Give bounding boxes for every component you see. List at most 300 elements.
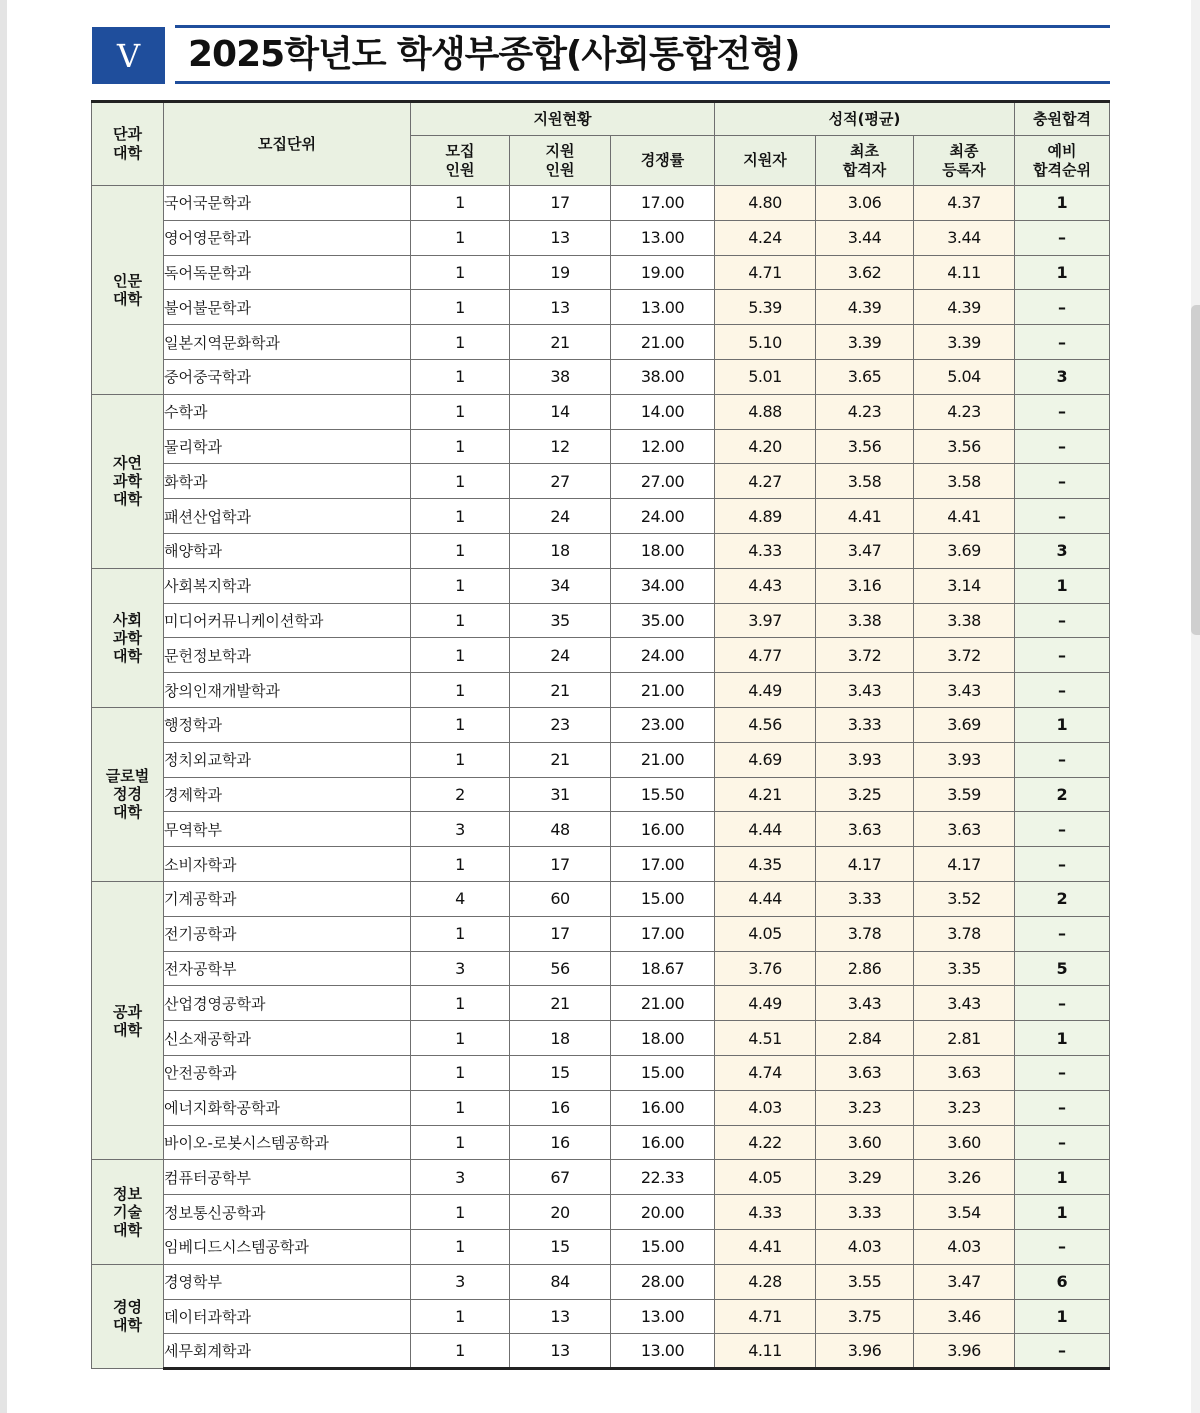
applicant-avg: 4.51 xyxy=(715,1021,816,1056)
first-pass-avg: 3.39 xyxy=(816,325,914,360)
table-row xyxy=(92,951,1110,986)
waitlist-rank: 6 xyxy=(1015,1264,1110,1299)
competition-rate: 15.50 xyxy=(611,777,715,812)
page-title: 2025학년도 학생부종합(사회통합전형) xyxy=(188,34,800,75)
recruit-count: 1 xyxy=(411,986,510,1021)
competition-rate: 20.00 xyxy=(611,1195,715,1230)
applicant-count: 18 xyxy=(510,533,611,568)
table-row xyxy=(92,325,1110,360)
first-pass-avg: 3.25 xyxy=(816,777,914,812)
recruit-count: 1 xyxy=(411,603,510,638)
final-reg-avg: 3.72 xyxy=(914,638,1015,673)
waitlist-rank: – xyxy=(1015,220,1110,255)
recruit-count: 1 xyxy=(411,847,510,882)
competition-rate: 19.00 xyxy=(611,255,715,290)
applicant-avg: 4.41 xyxy=(715,1229,816,1264)
dept-name: 세무회계학과 xyxy=(164,1334,411,1369)
applicant-avg: 4.28 xyxy=(715,1264,816,1299)
applicant-count: 21 xyxy=(510,742,611,777)
competition-rate: 34.00 xyxy=(611,568,715,603)
recruit-count: 3 xyxy=(411,812,510,847)
header-apply-status: 지원현황 xyxy=(411,102,715,136)
waitlist-rank: 2 xyxy=(1015,881,1110,916)
applicant-count: 13 xyxy=(510,1299,611,1334)
competition-rate: 16.00 xyxy=(611,1090,715,1125)
title-rule-top xyxy=(175,25,1110,28)
applicant-avg: 4.49 xyxy=(715,673,816,708)
applicant-avg: 4.33 xyxy=(715,1195,816,1230)
first-pass-avg: 3.29 xyxy=(816,1160,914,1195)
first-pass-avg: 3.06 xyxy=(816,186,914,221)
final-reg-avg: 3.96 xyxy=(914,1334,1015,1369)
section-badge: V xyxy=(92,27,165,84)
recruit-count: 1 xyxy=(411,429,510,464)
applicant-count: 19 xyxy=(510,255,611,290)
final-reg-avg: 3.69 xyxy=(914,533,1015,568)
table-row xyxy=(92,638,1110,673)
waitlist-rank: 1 xyxy=(1015,255,1110,290)
first-pass-avg: 3.78 xyxy=(816,916,914,951)
dept-name: 컴퓨터공학부 xyxy=(164,1160,411,1195)
waitlist-rank: 1 xyxy=(1015,1160,1110,1195)
table-row xyxy=(92,986,1110,1021)
recruit-count: 1 xyxy=(411,1299,510,1334)
first-pass-avg: 3.33 xyxy=(816,1195,914,1230)
recruit-count: 1 xyxy=(411,916,510,951)
dept-name: 패션산업학과 xyxy=(164,499,411,534)
competition-rate: 21.00 xyxy=(611,742,715,777)
first-pass-avg: 3.38 xyxy=(816,603,914,638)
dept-name: 미디어커뮤니케이션학과 xyxy=(164,603,411,638)
waitlist-rank: – xyxy=(1015,986,1110,1021)
first-pass-avg: 2.84 xyxy=(816,1021,914,1056)
recruit-count: 2 xyxy=(411,777,510,812)
competition-rate: 21.00 xyxy=(611,325,715,360)
first-pass-avg: 4.23 xyxy=(816,394,914,429)
recruit-count: 1 xyxy=(411,1055,510,1090)
dept-name: 기계공학과 xyxy=(164,881,411,916)
applicant-avg: 4.20 xyxy=(715,429,816,464)
waitlist-rank: – xyxy=(1015,499,1110,534)
applicant-count: 60 xyxy=(510,881,611,916)
header-college: 단과 대학 xyxy=(92,102,164,186)
first-pass-avg: 4.03 xyxy=(816,1229,914,1264)
waitlist-rank: 3 xyxy=(1015,359,1110,394)
header-applicants: 지원 인원 xyxy=(510,136,611,186)
first-pass-avg: 3.63 xyxy=(816,1055,914,1090)
header-final-reg: 최종 등록자 xyxy=(914,136,1015,186)
competition-rate: 21.00 xyxy=(611,986,715,1021)
waitlist-rank: 2 xyxy=(1015,777,1110,812)
final-reg-avg: 3.47 xyxy=(914,1264,1015,1299)
section-header xyxy=(92,25,1110,85)
competition-rate: 17.00 xyxy=(611,847,715,882)
first-pass-avg: 3.43 xyxy=(816,986,914,1021)
dept-name: 경영학부 xyxy=(164,1264,411,1299)
final-reg-avg: 3.52 xyxy=(914,881,1015,916)
applicant-count: 23 xyxy=(510,707,611,742)
applicant-avg: 4.49 xyxy=(715,986,816,1021)
final-reg-avg: 3.60 xyxy=(914,1125,1015,1160)
applicant-avg: 4.21 xyxy=(715,777,816,812)
first-pass-avg: 3.56 xyxy=(816,429,914,464)
applicant-avg: 4.27 xyxy=(715,464,816,499)
applicant-count: 17 xyxy=(510,847,611,882)
recruit-count: 3 xyxy=(411,951,510,986)
applicant-avg: 3.76 xyxy=(715,951,816,986)
recruit-count: 1 xyxy=(411,1021,510,1056)
applicant-count: 67 xyxy=(510,1160,611,1195)
first-pass-avg: 3.75 xyxy=(816,1299,914,1334)
applicant-count: 13 xyxy=(510,220,611,255)
first-pass-avg: 3.44 xyxy=(816,220,914,255)
college-name: 글로벌 정경 대학 xyxy=(92,707,164,881)
dept-name: 물리학과 xyxy=(164,429,411,464)
applicant-count: 15 xyxy=(510,1055,611,1090)
table-row xyxy=(92,673,1110,708)
waitlist-rank: 1 xyxy=(1015,1195,1110,1230)
final-reg-avg: 3.63 xyxy=(914,1055,1015,1090)
competition-rate: 18.67 xyxy=(611,951,715,986)
first-pass-avg: 3.47 xyxy=(816,533,914,568)
final-reg-avg: 4.41 xyxy=(914,499,1015,534)
final-reg-avg: 3.58 xyxy=(914,464,1015,499)
table-row xyxy=(92,1334,1110,1369)
dept-name: 정보통신공학과 xyxy=(164,1195,411,1230)
first-pass-avg: 3.93 xyxy=(816,742,914,777)
final-reg-avg: 3.56 xyxy=(914,429,1015,464)
applicant-avg: 4.33 xyxy=(715,533,816,568)
applicant-count: 17 xyxy=(510,186,611,221)
applicant-avg: 5.01 xyxy=(715,359,816,394)
competition-rate: 14.00 xyxy=(611,394,715,429)
college-name: 정보 기술 대학 xyxy=(92,1160,164,1264)
final-reg-avg: 3.46 xyxy=(914,1299,1015,1334)
recruit-count: 1 xyxy=(411,359,510,394)
recruit-count: 1 xyxy=(411,568,510,603)
dept-name: 독어독문학과 xyxy=(164,255,411,290)
dept-name: 데이터과학과 xyxy=(164,1299,411,1334)
waitlist-rank: 1 xyxy=(1015,1299,1110,1334)
final-reg-avg: 3.93 xyxy=(914,742,1015,777)
final-reg-avg: 3.54 xyxy=(914,1195,1015,1230)
first-pass-avg: 3.16 xyxy=(816,568,914,603)
dept-name: 수학과 xyxy=(164,394,411,429)
applicant-avg: 4.11 xyxy=(715,1334,816,1369)
recruit-count: 1 xyxy=(411,638,510,673)
final-reg-avg: 5.04 xyxy=(914,359,1015,394)
admission-results-table xyxy=(91,100,1110,1370)
waitlist-rank: – xyxy=(1015,1090,1110,1125)
waitlist-rank: – xyxy=(1015,812,1110,847)
table-row xyxy=(92,1125,1110,1160)
applicant-count: 20 xyxy=(510,1195,611,1230)
final-reg-avg: 3.69 xyxy=(914,707,1015,742)
applicant-avg: 4.74 xyxy=(715,1055,816,1090)
final-reg-avg: 4.23 xyxy=(914,394,1015,429)
table-body xyxy=(92,186,1110,1369)
applicant-count: 34 xyxy=(510,568,611,603)
waitlist-rank: – xyxy=(1015,290,1110,325)
competition-rate: 18.00 xyxy=(611,1021,715,1056)
waitlist-rank: – xyxy=(1015,847,1110,882)
final-reg-avg: 3.43 xyxy=(914,673,1015,708)
applicant-count: 21 xyxy=(510,673,611,708)
final-reg-avg: 2.81 xyxy=(914,1021,1015,1056)
dept-name: 국어국문학과 xyxy=(164,186,411,221)
dept-name: 일본지역문화학과 xyxy=(164,325,411,360)
final-reg-avg: 3.39 xyxy=(914,325,1015,360)
dept-name: 정치외교학과 xyxy=(164,742,411,777)
final-reg-avg: 3.59 xyxy=(914,777,1015,812)
first-pass-avg: 3.65 xyxy=(816,359,914,394)
header-competition: 경쟁률 xyxy=(611,136,715,186)
recruit-count: 1 xyxy=(411,290,510,325)
table-row xyxy=(92,1055,1110,1090)
applicant-avg: 4.69 xyxy=(715,742,816,777)
competition-rate: 15.00 xyxy=(611,1229,715,1264)
table-row xyxy=(92,1299,1110,1334)
final-reg-avg: 4.17 xyxy=(914,847,1015,882)
applicant-avg: 4.71 xyxy=(715,1299,816,1334)
applicant-count: 18 xyxy=(510,1021,611,1056)
applicant-count: 38 xyxy=(510,359,611,394)
final-reg-avg: 4.11 xyxy=(914,255,1015,290)
dept-name: 행정학과 xyxy=(164,707,411,742)
college-name: 자연 과학 대학 xyxy=(92,394,164,568)
dept-name: 불어불문학과 xyxy=(164,290,411,325)
applicant-count: 27 xyxy=(510,464,611,499)
waitlist-rank: 1 xyxy=(1015,568,1110,603)
applicant-count: 21 xyxy=(510,325,611,360)
applicant-avg: 4.43 xyxy=(715,568,816,603)
competition-rate: 24.00 xyxy=(611,499,715,534)
applicant-avg: 4.71 xyxy=(715,255,816,290)
competition-rate: 13.00 xyxy=(611,1334,715,1369)
header-recruit: 모집 인원 xyxy=(411,136,510,186)
dept-name: 경제학과 xyxy=(164,777,411,812)
table-row xyxy=(92,429,1110,464)
dept-name: 영어영문학과 xyxy=(164,220,411,255)
dept-name: 바이오-로봇시스템공학과 xyxy=(164,1125,411,1160)
applicant-avg: 3.97 xyxy=(715,603,816,638)
waitlist-rank: 3 xyxy=(1015,533,1110,568)
dept-name: 창의인재개발학과 xyxy=(164,673,411,708)
first-pass-avg: 3.33 xyxy=(816,707,914,742)
recruit-count: 1 xyxy=(411,464,510,499)
first-pass-avg: 3.72 xyxy=(816,638,914,673)
applicant-count: 15 xyxy=(510,1229,611,1264)
recruit-count: 1 xyxy=(411,1195,510,1230)
applicant-count: 24 xyxy=(510,499,611,534)
scrollbar-thumb[interactable] xyxy=(1191,305,1200,635)
final-reg-avg: 3.38 xyxy=(914,603,1015,638)
waitlist-rank: 5 xyxy=(1015,951,1110,986)
dept-name: 사회복지학과 xyxy=(164,568,411,603)
header-waitlist-rank: 예비 합격순위 xyxy=(1015,136,1110,186)
applicant-count: 24 xyxy=(510,638,611,673)
waitlist-rank: – xyxy=(1015,603,1110,638)
title-rule-bottom xyxy=(175,81,1110,84)
table-row xyxy=(92,255,1110,290)
table-row xyxy=(92,742,1110,777)
final-reg-avg: 3.23 xyxy=(914,1090,1015,1125)
competition-rate: 38.00 xyxy=(611,359,715,394)
recruit-count: 1 xyxy=(411,1125,510,1160)
competition-rate: 16.00 xyxy=(611,812,715,847)
recruit-count: 1 xyxy=(411,255,510,290)
first-pass-avg: 4.17 xyxy=(816,847,914,882)
waitlist-rank: – xyxy=(1015,638,1110,673)
applicant-avg: 4.56 xyxy=(715,707,816,742)
table-row xyxy=(92,1021,1110,1056)
header-applicant-avg: 지원자 xyxy=(715,136,816,186)
waitlist-rank: – xyxy=(1015,1125,1110,1160)
dept-name: 전기공학과 xyxy=(164,916,411,951)
applicant-count: 13 xyxy=(510,1334,611,1369)
recruit-count: 3 xyxy=(411,1264,510,1299)
college-name: 경영 대학 xyxy=(92,1264,164,1368)
table-row xyxy=(92,1264,1110,1299)
applicant-avg: 4.05 xyxy=(715,1160,816,1195)
table-row xyxy=(92,881,1110,916)
header-first-pass: 최초 합격자 xyxy=(816,136,914,186)
applicant-count: 48 xyxy=(510,812,611,847)
waitlist-rank: – xyxy=(1015,429,1110,464)
dept-name: 임베디드시스템공학과 xyxy=(164,1229,411,1264)
waitlist-rank: 1 xyxy=(1015,1021,1110,1056)
first-pass-avg: 3.96 xyxy=(816,1334,914,1369)
recruit-count: 4 xyxy=(411,881,510,916)
page-left-edge xyxy=(0,0,7,1413)
applicant-count: 84 xyxy=(510,1264,611,1299)
table-row xyxy=(92,603,1110,638)
competition-rate: 24.00 xyxy=(611,638,715,673)
dept-name: 산업경영공학과 xyxy=(164,986,411,1021)
waitlist-rank: – xyxy=(1015,742,1110,777)
dept-name: 소비자학과 xyxy=(164,847,411,882)
dept-name: 안전공학과 xyxy=(164,1055,411,1090)
competition-rate: 21.00 xyxy=(611,673,715,708)
competition-rate: 17.00 xyxy=(611,186,715,221)
applicant-avg: 5.39 xyxy=(715,290,816,325)
competition-rate: 23.00 xyxy=(611,707,715,742)
applicant-avg: 4.05 xyxy=(715,916,816,951)
applicant-avg: 4.77 xyxy=(715,638,816,673)
applicant-count: 21 xyxy=(510,986,611,1021)
applicant-avg: 4.03 xyxy=(715,1090,816,1125)
competition-rate: 16.00 xyxy=(611,1125,715,1160)
table-row xyxy=(92,1160,1110,1195)
applicant-count: 16 xyxy=(510,1090,611,1125)
final-reg-avg: 3.63 xyxy=(914,812,1015,847)
waitlist-rank: – xyxy=(1015,1334,1110,1369)
applicant-avg: 4.89 xyxy=(715,499,816,534)
table-row xyxy=(92,1090,1110,1125)
dept-name: 화학과 xyxy=(164,464,411,499)
final-reg-avg: 4.39 xyxy=(914,290,1015,325)
recruit-count: 1 xyxy=(411,499,510,534)
first-pass-avg: 4.41 xyxy=(816,499,914,534)
table-row xyxy=(92,464,1110,499)
table-row xyxy=(92,568,1110,603)
table-row xyxy=(92,916,1110,951)
competition-rate: 18.00 xyxy=(611,533,715,568)
waitlist-rank: – xyxy=(1015,1055,1110,1090)
applicant-count: 16 xyxy=(510,1125,611,1160)
college-name: 사회 과학 대학 xyxy=(92,568,164,707)
first-pass-avg: 3.55 xyxy=(816,1264,914,1299)
competition-rate: 15.00 xyxy=(611,1055,715,1090)
recruit-count: 1 xyxy=(411,742,510,777)
waitlist-rank: 1 xyxy=(1015,707,1110,742)
applicant-count: 12 xyxy=(510,429,611,464)
table-row xyxy=(92,1229,1110,1264)
table-row xyxy=(92,812,1110,847)
dept-name: 전자공학부 xyxy=(164,951,411,986)
applicant-count: 17 xyxy=(510,916,611,951)
competition-rate: 12.00 xyxy=(611,429,715,464)
first-pass-avg: 3.23 xyxy=(816,1090,914,1125)
recruit-count: 1 xyxy=(411,533,510,568)
competition-rate: 13.00 xyxy=(611,1299,715,1334)
table-row xyxy=(92,186,1110,221)
scrollbar-track[interactable] xyxy=(1191,0,1200,1413)
dept-name: 문헌정보학과 xyxy=(164,638,411,673)
final-reg-avg: 3.44 xyxy=(914,220,1015,255)
final-reg-avg: 3.14 xyxy=(914,568,1015,603)
first-pass-avg: 3.33 xyxy=(816,881,914,916)
table-row xyxy=(92,1195,1110,1230)
recruit-count: 1 xyxy=(411,707,510,742)
college-name: 인문 대학 xyxy=(92,186,164,395)
table-row xyxy=(92,533,1110,568)
recruit-count: 1 xyxy=(411,1229,510,1264)
competition-rate: 35.00 xyxy=(611,603,715,638)
table-row xyxy=(92,847,1110,882)
applicant-count: 56 xyxy=(510,951,611,986)
applicant-count: 14 xyxy=(510,394,611,429)
recruit-count: 1 xyxy=(411,186,510,221)
applicant-avg: 4.22 xyxy=(715,1125,816,1160)
dept-name: 해양학과 xyxy=(164,533,411,568)
applicant-avg: 4.44 xyxy=(715,812,816,847)
first-pass-avg: 3.58 xyxy=(816,464,914,499)
first-pass-avg: 3.43 xyxy=(816,673,914,708)
waitlist-rank: – xyxy=(1015,325,1110,360)
table-row xyxy=(92,359,1110,394)
competition-rate: 22.33 xyxy=(611,1160,715,1195)
table-row xyxy=(92,777,1110,812)
waitlist-rank: 1 xyxy=(1015,186,1110,221)
dept-name: 에너지화학공학과 xyxy=(164,1090,411,1125)
competition-rate: 15.00 xyxy=(611,881,715,916)
recruit-count: 1 xyxy=(411,325,510,360)
dept-name: 중어중국학과 xyxy=(164,359,411,394)
applicant-avg: 4.24 xyxy=(715,220,816,255)
dept-name: 신소재공학과 xyxy=(164,1021,411,1056)
table-row xyxy=(92,499,1110,534)
applicant-count: 13 xyxy=(510,290,611,325)
final-reg-avg: 3.26 xyxy=(914,1160,1015,1195)
recruit-count: 3 xyxy=(411,1160,510,1195)
applicant-avg: 5.10 xyxy=(715,325,816,360)
dept-name: 무역학부 xyxy=(164,812,411,847)
recruit-count: 1 xyxy=(411,1334,510,1369)
header-unit: 모집단위 xyxy=(164,102,411,186)
applicant-avg: 4.88 xyxy=(715,394,816,429)
competition-rate: 17.00 xyxy=(611,916,715,951)
